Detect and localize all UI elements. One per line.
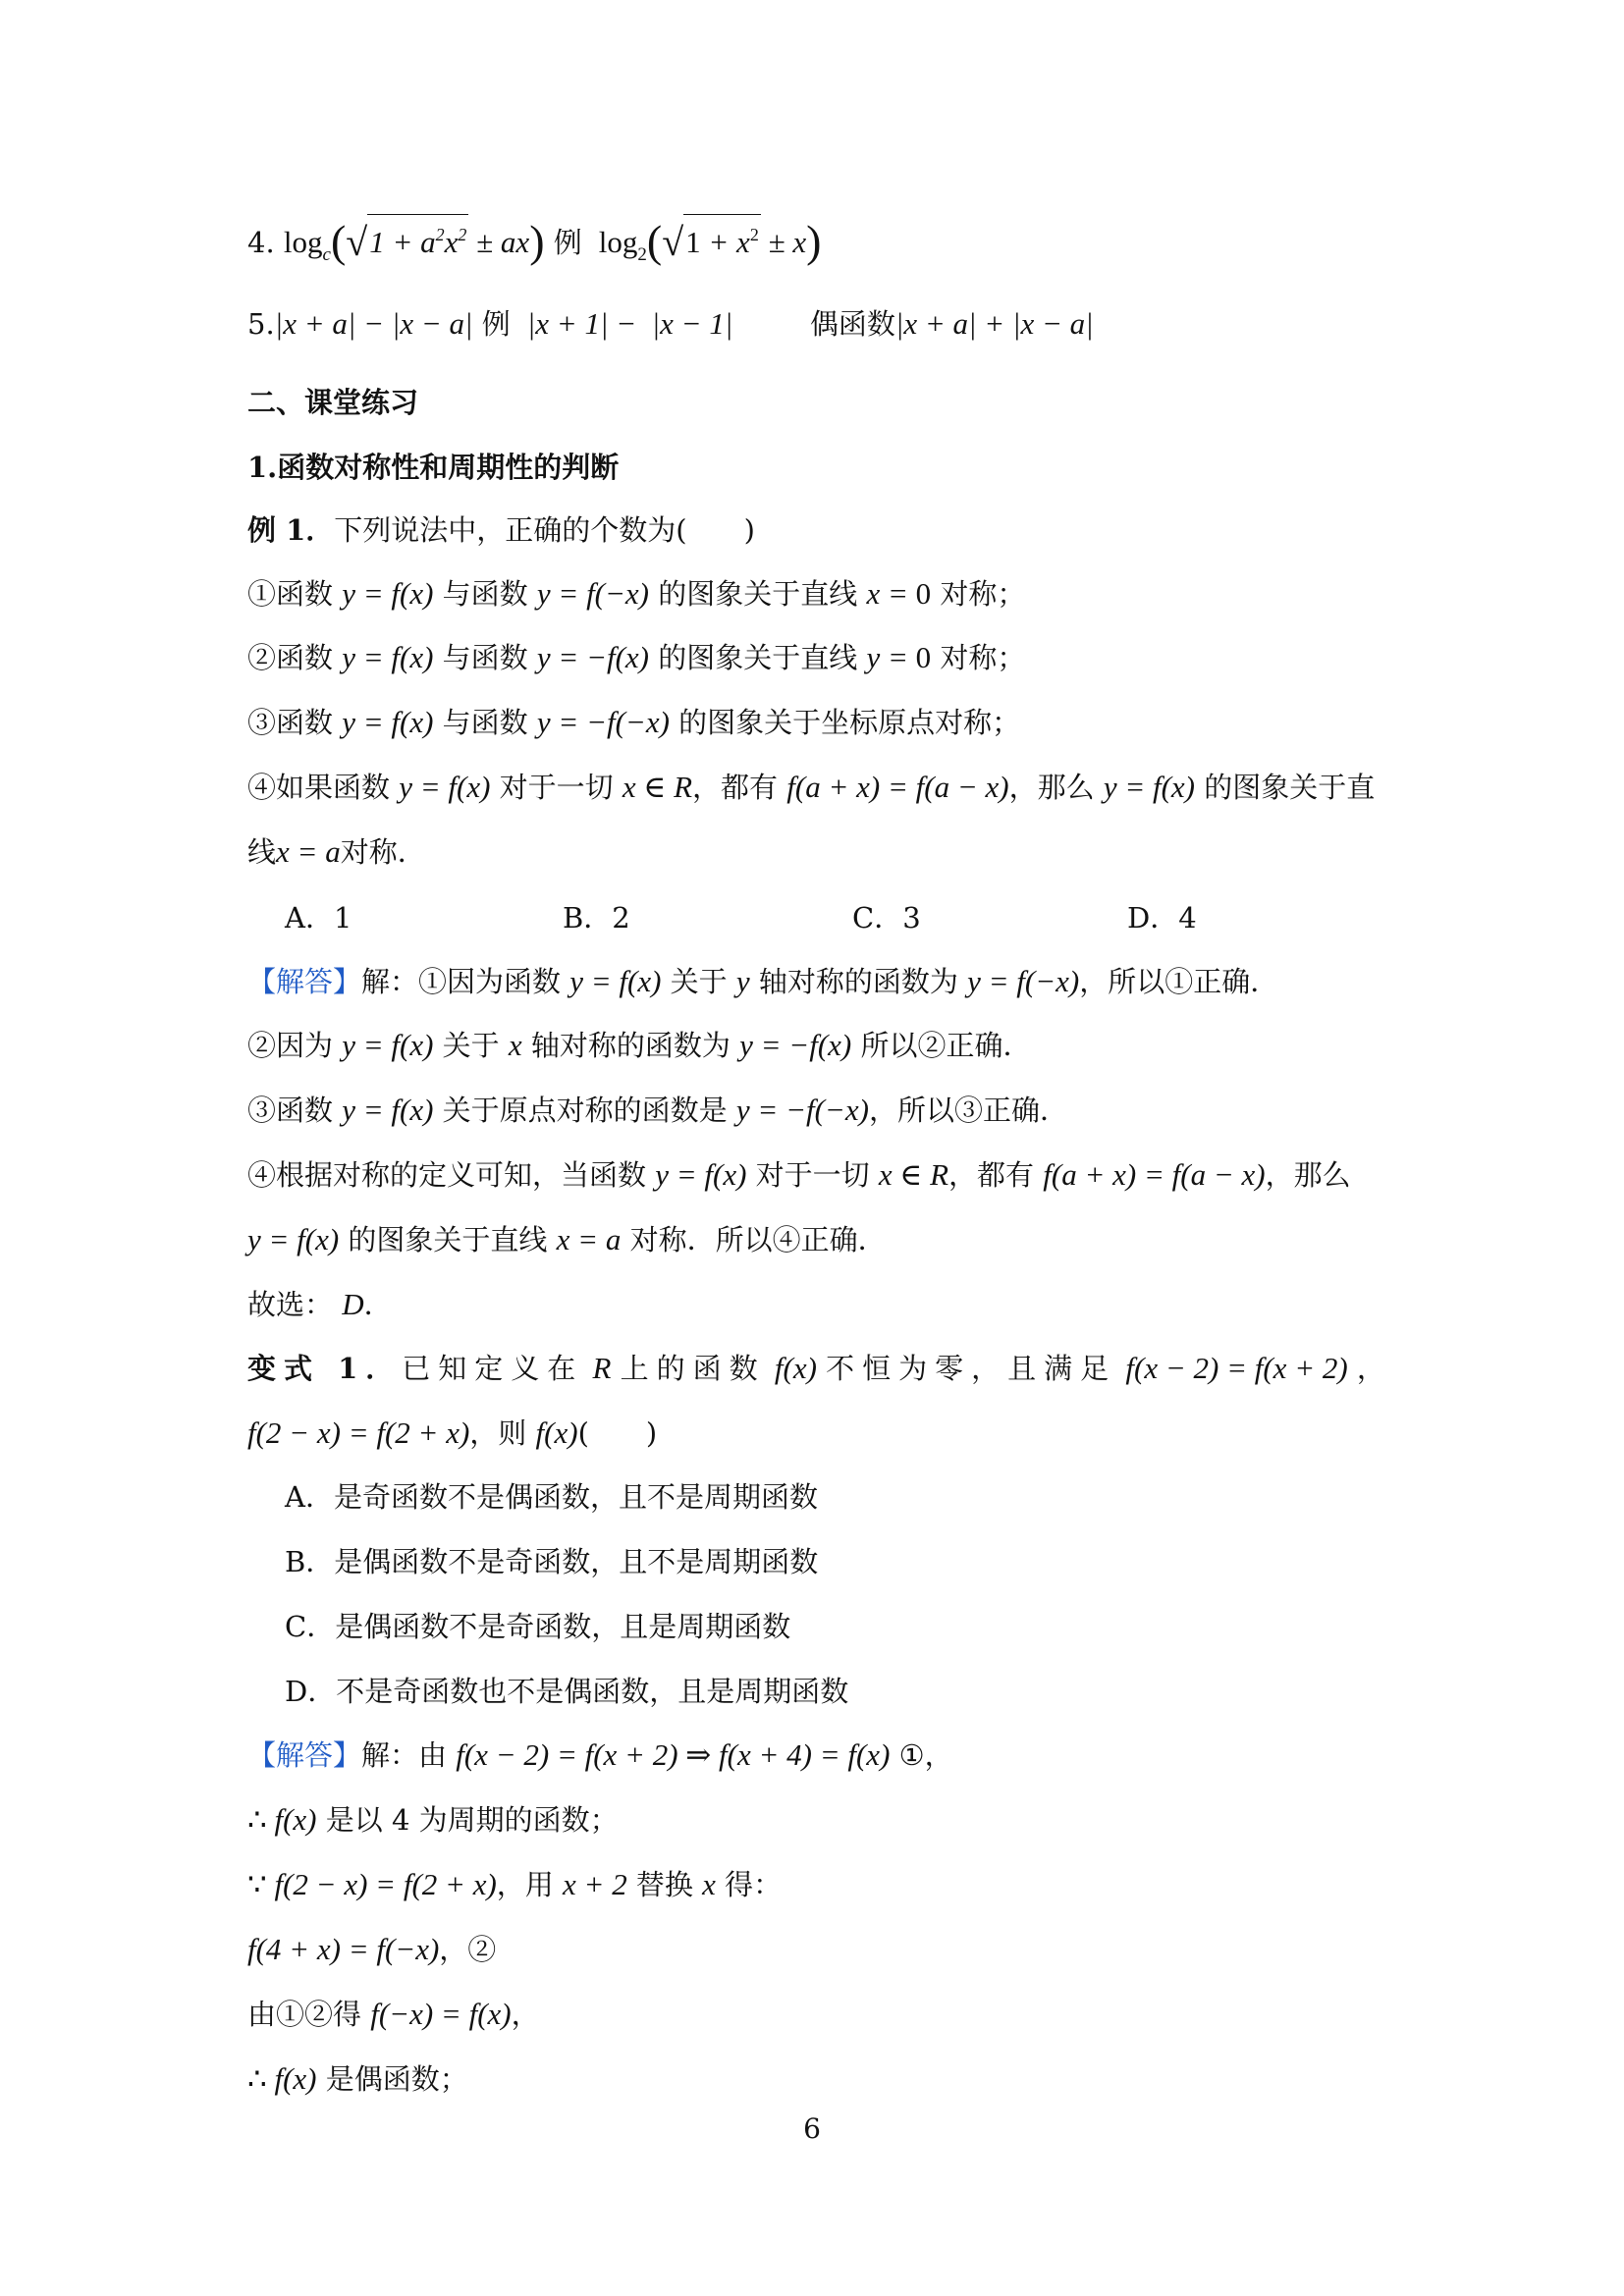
solution-2-l5-math: f(−x) = f(x): [370, 1997, 512, 2031]
solution-2-l3-math-b: x + 2: [563, 1867, 627, 1901]
item-5-even-word: 偶函数: [809, 307, 895, 341]
statement-1-text-b: 与函数: [442, 577, 528, 611]
solution-1-tag: 【解答】: [247, 965, 362, 998]
solution-1-line-4: [247, 1155, 1351, 1195]
solution-1-l1-text-a: 解：①因为函数: [361, 965, 562, 998]
solution-2-line-1: [247, 1735, 953, 1775]
solution-2-l5-text-a: 由①②得: [247, 1998, 362, 2031]
variant-1-stem-line-2: [247, 1414, 657, 1453]
variant-1-text-a: 已知定义在: [402, 1352, 584, 1385]
item-5-even-formula: |x + a| + |x − a|: [894, 306, 1094, 341]
solution-1-l4-math-b: x ∈ R: [878, 1157, 949, 1192]
statement-4-text-b: 对于一切: [499, 771, 614, 804]
solution-1-line-1: [247, 962, 1278, 1001]
solution-1-l2-text-b: 关于: [442, 1029, 500, 1062]
variant-1-math-d: f(2 − x) = f(2 + x): [247, 1415, 470, 1450]
variant-1-option-c: C．是偶函数不是奇函数，且是周期函数: [285, 1610, 791, 1643]
item-5-example-formula: |x + 1| − |x − 1|: [519, 306, 733, 341]
solution-1-l3-text-b: 关于原点对称的函数是: [442, 1094, 728, 1127]
statement-4-math-e: x = a: [276, 834, 341, 869]
solution-2-l4-math: f(4 + x) = f(−x): [247, 1932, 440, 1966]
statement-1-text-d: 对称；: [940, 577, 1026, 611]
solution-1-line-3: [247, 1091, 1068, 1130]
solution-2-line-6: [247, 2059, 468, 2099]
variant-1-text-c: 不恒为零，且满足: [826, 1352, 1117, 1385]
solution-1-l2-math-b: x: [508, 1028, 522, 1062]
page-number: 6: [803, 2112, 821, 2145]
variant-1-math-b: f(x): [774, 1351, 817, 1385]
solution-2-l3-text-c: 替换: [635, 1868, 693, 1901]
solution-2-l3-text-d: 得：: [725, 1868, 783, 1901]
statement-4-text-d: ，那么: [1008, 771, 1095, 804]
item-4: [247, 214, 821, 275]
solution-2-l3-text-b: ，用: [496, 1868, 554, 1901]
solution-1-l1-math-c: y = f(−x): [967, 964, 1080, 998]
solution-1-answer-value: D: [342, 1287, 364, 1321]
statement-2-math-a: y = f(x): [342, 640, 434, 674]
solution-1-l3-text-c: ，所以③正确．: [868, 1094, 1068, 1127]
solution-1-l3-math-b: y = −f(−x): [735, 1093, 869, 1127]
solution-2-l6-text: 是偶函数；: [325, 2062, 468, 2096]
statement-3-text-c: 的图象关于坐标原点对称；: [678, 706, 1021, 739]
solution-1-l2-math-a: y = f(x): [342, 1028, 434, 1062]
variant-1-math-e: f(x): [535, 1415, 578, 1450]
variant-1-label: 变式 1．: [247, 1352, 403, 1385]
statement-4-math-a: y = f(x): [399, 770, 491, 804]
solution-1-l5-text-c: 对称．所以④正确．: [629, 1223, 887, 1256]
solution-1-l4-text-a: ④根据对称的定义可知，当函数: [247, 1158, 647, 1192]
statement-3-text-b: 与函数: [442, 706, 528, 739]
statement-2-math-c: y = 0: [866, 640, 932, 674]
solution-2-l1-text-a: 解：由: [361, 1738, 448, 1772]
example-1-option-a: A．1: [285, 901, 352, 934]
solution-1-line-2: [247, 1026, 1031, 1065]
solution-2-line-5: [247, 1995, 540, 2034]
variant-1-option-a: A．是奇函数不是偶函数，且不是周期函数: [285, 1480, 818, 1514]
statement-4-text-f: 线: [247, 835, 277, 869]
solution-1-l1-text-d: ，所以①正确．: [1079, 965, 1279, 998]
statement-4: [247, 768, 1375, 807]
solution-1-answer-end: ．: [363, 1288, 393, 1321]
section-subtitle: 1.函数对称性和周期性的判断: [247, 451, 620, 484]
solution-2-l2-text: 是以 4 为周期的函数；: [325, 1803, 619, 1837]
solution-2-l6-math: ∴ f(x): [247, 2061, 317, 2096]
statement-2: [247, 638, 1025, 677]
item-5-label: 5.: [247, 307, 275, 341]
variant-1-text-f: ( ): [577, 1416, 658, 1450]
solution-1-l4-math-c: f(a + x) = f(a − x): [1043, 1157, 1266, 1192]
statement-1-math-c: x = 0: [866, 576, 932, 611]
statement-2-text-b: 与函数: [442, 641, 528, 674]
statement-2-math-b: y = −f(x): [536, 640, 650, 674]
statement-2-text-c: 的图象关于直线: [658, 641, 858, 674]
example-1-option-c: C．3: [852, 901, 921, 934]
statement-4-math-d: y = f(x): [1103, 770, 1196, 804]
solution-1-l5-math-a: y = f(x): [247, 1222, 340, 1256]
variant-1-math-c: f(x − 2) = f(x + 2): [1125, 1351, 1348, 1385]
example-1-stem: [247, 510, 755, 550]
solution-2-l5-text-b: ，: [511, 1998, 540, 2031]
solution-1-l1-math-a: y = f(x): [569, 964, 662, 998]
solution-1-l1-text-b: 关于: [670, 965, 728, 998]
solution-2-l1-math: f(x − 2) = f(x + 2) ⇒ f(x + 4) = f(x): [456, 1737, 891, 1772]
item-5-formula: |x + a| − |x − a|: [274, 306, 473, 341]
solution-1-l4-math-a: y = f(x): [655, 1157, 747, 1192]
item-5-example-word: 例: [481, 307, 511, 341]
statement-2-text-d: 对称；: [940, 641, 1026, 674]
example-1-label: 例 1．: [247, 513, 335, 547]
section-title: 二、课堂练习: [247, 386, 419, 419]
statement-1-text-a: ①函数: [247, 577, 334, 611]
solution-1-line-5: [247, 1220, 887, 1259]
solution-1-l2-text-c: 轴对称的函数为: [530, 1029, 731, 1062]
solution-2-l2-math: ∴ f(x): [247, 1802, 317, 1837]
variant-1-option-d: D．不是奇函数也不是偶函数，且是周期函数: [285, 1675, 849, 1708]
statement-4-text-g: 对称．: [340, 835, 426, 869]
solution-2-line-4: [247, 1930, 496, 1969]
solution-1-l5-text-b: 的图象关于直线: [348, 1223, 548, 1256]
solution-2-l4-text: ，②: [439, 1933, 497, 1966]
statement-4-text-e: 的图象关于直: [1204, 771, 1376, 804]
item-4-label: 4.: [247, 226, 275, 259]
item-4-example-formula: $\log_2(√1 + x^2 \pm x)$: [598, 216, 822, 266]
example-1-option-b: B．2: [563, 901, 630, 934]
solution-2-l1-text-b: ①，: [898, 1738, 953, 1772]
solution-2-l3-math-c: x: [702, 1867, 716, 1901]
variant-1-math-a: R: [592, 1351, 612, 1385]
statement-3-math-b: y = −f(−x): [536, 705, 670, 739]
statement-3-math-a: y = f(x): [342, 705, 434, 739]
statement-4-math-b: x ∈ R: [622, 770, 693, 804]
example-1-question: 下列说法中，正确的个数为( ): [334, 513, 755, 547]
solution-1-l3-math-a: y = f(x): [342, 1093, 434, 1127]
item-4-example-word: 例: [553, 226, 582, 259]
solution-1-l2-math-c: y = −f(x): [739, 1028, 852, 1062]
variant-1-stem-line-1: [247, 1349, 1385, 1388]
statement-1-math-a: y = f(x): [342, 576, 434, 611]
solution-2-l3-math-a: ∵ f(2 − x) = f(2 + x): [247, 1867, 497, 1901]
solution-1-l3-text-a: ③函数: [247, 1094, 334, 1127]
variant-1-option-b: B．是偶函数不是奇函数，且不是周期函数: [285, 1545, 819, 1578]
statement-4-cont: [247, 832, 426, 872]
variant-1-text-d: ，: [1356, 1352, 1385, 1385]
statement-4-text-a: ④如果函数: [247, 771, 391, 804]
statement-1-math-b: y = f(−x): [536, 576, 650, 611]
solution-1-l5-math-b: x = a: [556, 1222, 622, 1256]
example-1-option-d: D．4: [1127, 901, 1197, 934]
variant-1-text-b: 上的函数: [620, 1352, 766, 1385]
statement-1: [247, 574, 1025, 614]
statement-4-text-c: ，都有: [692, 771, 779, 804]
solution-1-answer: [247, 1285, 393, 1324]
solution-1-l4-text-c: ，都有: [948, 1158, 1035, 1192]
statement-3: [247, 703, 1020, 742]
item-4-formula: $\log_c(√1 + a^2x^2 \pm ax)$: [283, 216, 545, 266]
solution-1-l1-text-c: 轴对称的函数为: [758, 965, 958, 998]
item-5: [247, 304, 1094, 344]
statement-4-math-c: f(a + x) = f(a − x): [786, 770, 1009, 804]
solution-2-tag: 【解答】: [247, 1738, 362, 1772]
statement-2-text-a: ②函数: [247, 641, 334, 674]
statement-3-text-a: ③函数: [247, 706, 334, 739]
solution-1-answer-label: 故选：: [247, 1288, 334, 1321]
solution-2-line-3: [247, 1865, 782, 1904]
solution-1-l2-text-d: 所以②正确．: [860, 1029, 1032, 1062]
solution-1-l1-math-b: y: [735, 964, 750, 998]
solution-1-l4-text-b: 对于一切: [755, 1158, 870, 1192]
statement-1-text-c: 的图象关于直线: [658, 577, 858, 611]
variant-1-text-e: ，则: [469, 1416, 527, 1450]
solution-1-l4-text-d: ，那么: [1265, 1158, 1351, 1192]
solution-1-l2-text-a: ②因为: [247, 1029, 334, 1062]
solution-2-line-2: [247, 1800, 619, 1840]
